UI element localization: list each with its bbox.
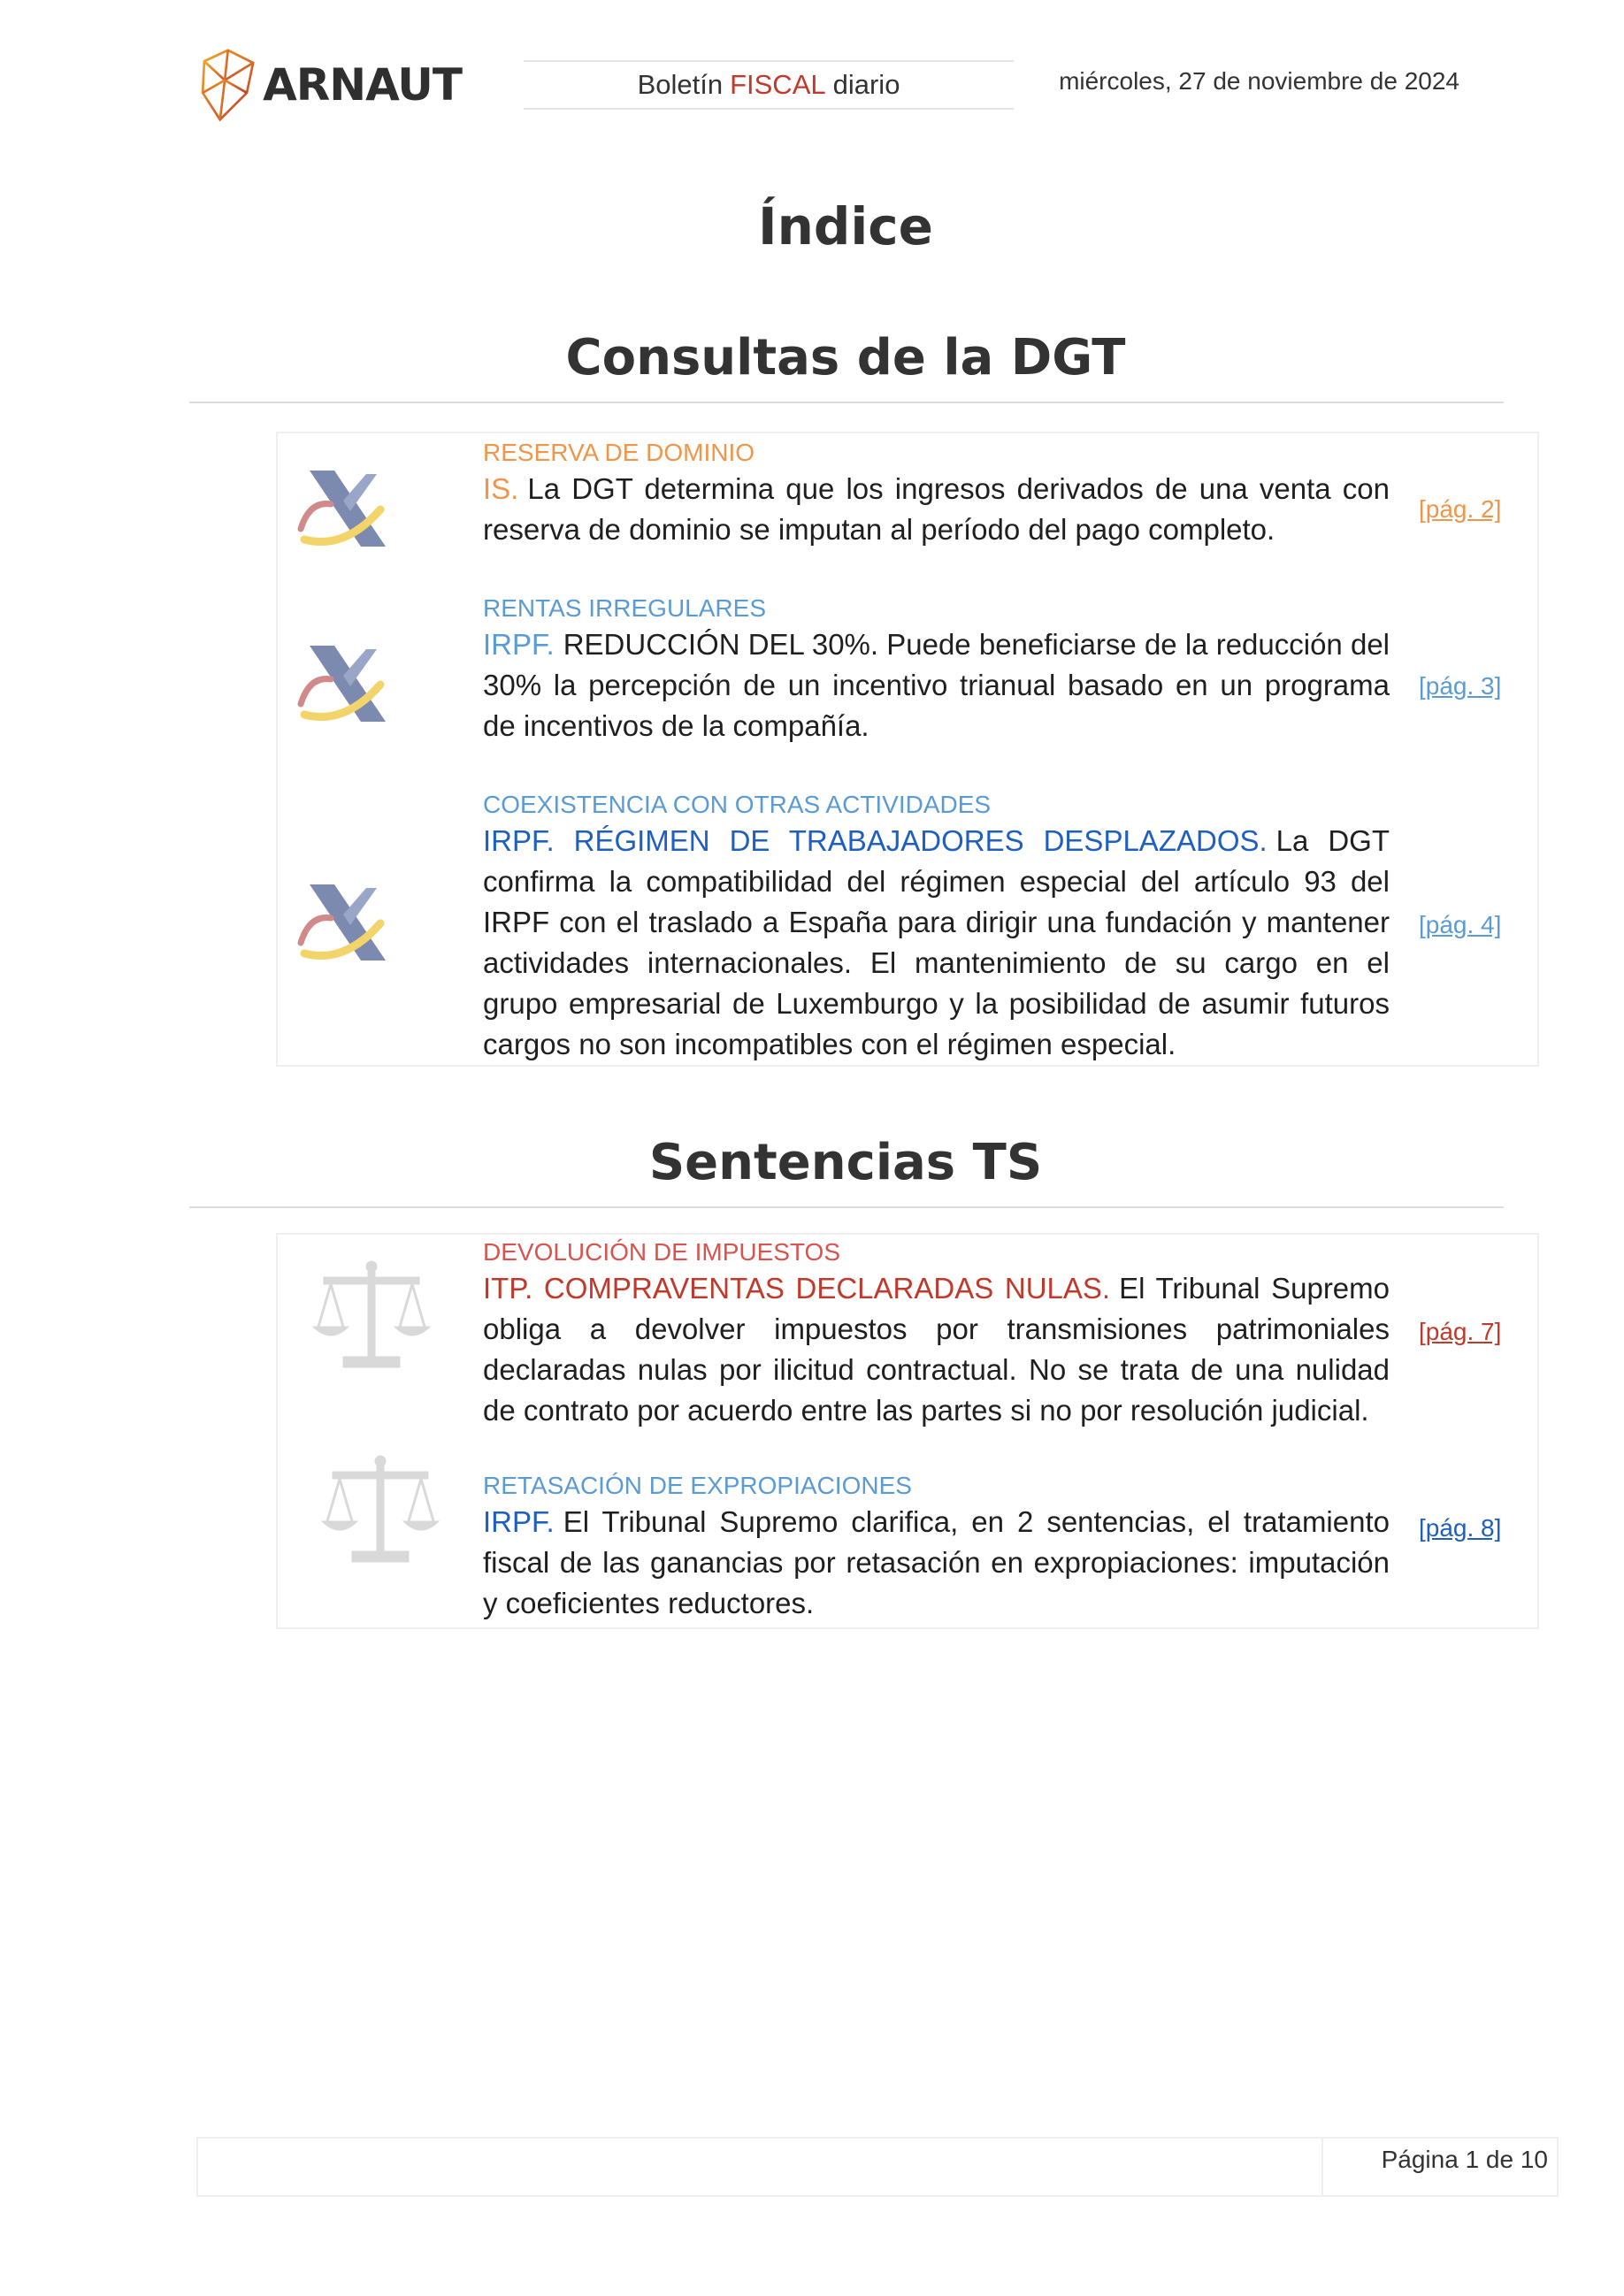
scales-icon — [318, 1450, 442, 1579]
entry-category: COEXISTENCIA CON OTRAS ACTIVIDADES — [483, 791, 992, 818]
entry-body — [483, 821, 1390, 1065]
section-title-dgt: Consultas de la DGT — [565, 329, 1126, 386]
entry-category: RESERVA DE DOMINIO — [483, 439, 755, 466]
entry-text: La DGT determina que los ingresos derivados de una venta con reserva de dominio se imputan al período del pago completo. — [483, 472, 1390, 546]
page-link[interactable]: [pág. 8] — [1419, 1514, 1502, 1542]
entry-lead: IRPF. — [483, 628, 555, 661]
entry-category: RETASACIÓN DE EXPROPIACIONES — [483, 1472, 912, 1499]
section-divider — [189, 1206, 1504, 1208]
page-number: Página 1 de 10 — [1381, 2146, 1548, 2173]
bulletin-title — [524, 60, 1014, 110]
entry-lead: IRPF. RÉGIMEN DE TRABAJADORES DESPLAZADOS. — [483, 824, 1268, 857]
bulletin-date: miércoles, 27 de noviembre de 2024 — [1059, 67, 1459, 95]
entry-body — [483, 1268, 1390, 1431]
page-link[interactable]: [pág. 2] — [1419, 495, 1502, 523]
page-link[interactable]: [pág. 3] — [1419, 672, 1502, 700]
bulletin-highlight: FISCAL — [730, 69, 826, 100]
entry-category: DEVOLUCIÓN DE IMPUESTOS — [483, 1238, 841, 1266]
bulletin-prefix: Boletín — [637, 69, 724, 100]
arnaut-logo — [196, 41, 462, 129]
entry-lead: IRPF. — [483, 1505, 555, 1538]
entry-body — [483, 469, 1390, 550]
entry-text: REDUCCIÓN DEL 30%. Puede beneficiarse de la reducción del 30% la percepción de un incentivo trianual basado en un programa de incentivos de la compañía. — [483, 628, 1390, 742]
entry-text: La DGT confirma la compatibilidad del régimen especial del artículo 93 del IRPF con el traslado a España para dirigir una fundación y mantener actividades internacionales. El mantenimiento de su cargo en el grupo empresarial de Luxemburgo y la posibilidad de asumir futuros cargos no son incompatibles con el régimen especial. — [483, 824, 1390, 1060]
entry-lead: IS. — [483, 472, 519, 505]
entry-body — [483, 1502, 1390, 1624]
list-item — [483, 1236, 1390, 1431]
entry-lead: ITP. COMPRAVENTAS DECLARADAS NULAS. — [483, 1272, 1111, 1305]
index-title: Índice — [758, 196, 933, 256]
section-divider — [189, 402, 1504, 403]
aeat-logo-icon — [292, 465, 389, 558]
entry-text: El Tribunal Supremo obliga a devolver impuestos por transmisiones patrimoniales declaradas nulas por ilicitud contractual. No se trata de una nulidad de contrato por acuerdo entre las partes si no por resolución judicial. — [483, 1272, 1390, 1427]
entry-category: RENTAS IRREGULARES — [483, 594, 766, 622]
scales-icon — [310, 1256, 433, 1384]
arnaut-diamond-icon — [196, 41, 261, 129]
list-item — [483, 1470, 1390, 1624]
page-link[interactable]: [pág. 7] — [1419, 1318, 1502, 1345]
list-item — [483, 593, 1390, 746]
entry-text: El Tribunal Supremo clarifica, en 2 sentencias, el tratamiento fiscal de las ganancias por retasación en expropiaciones: imputación y coeficientes reductores. — [483, 1505, 1390, 1619]
page-link[interactable]: [pág. 4] — [1419, 911, 1502, 938]
section-title-ts: Sentencias TS — [648, 1134, 1043, 1191]
list-item — [483, 437, 1390, 550]
footer-divider — [1321, 2137, 1323, 2197]
aeat-logo-icon — [292, 879, 389, 972]
aeat-logo-icon — [292, 640, 389, 733]
bulletin-suffix: diario — [832, 69, 900, 100]
logo-wordmark: ARNAUT — [263, 59, 462, 111]
entry-body — [483, 624, 1390, 746]
list-item — [483, 789, 1390, 1065]
